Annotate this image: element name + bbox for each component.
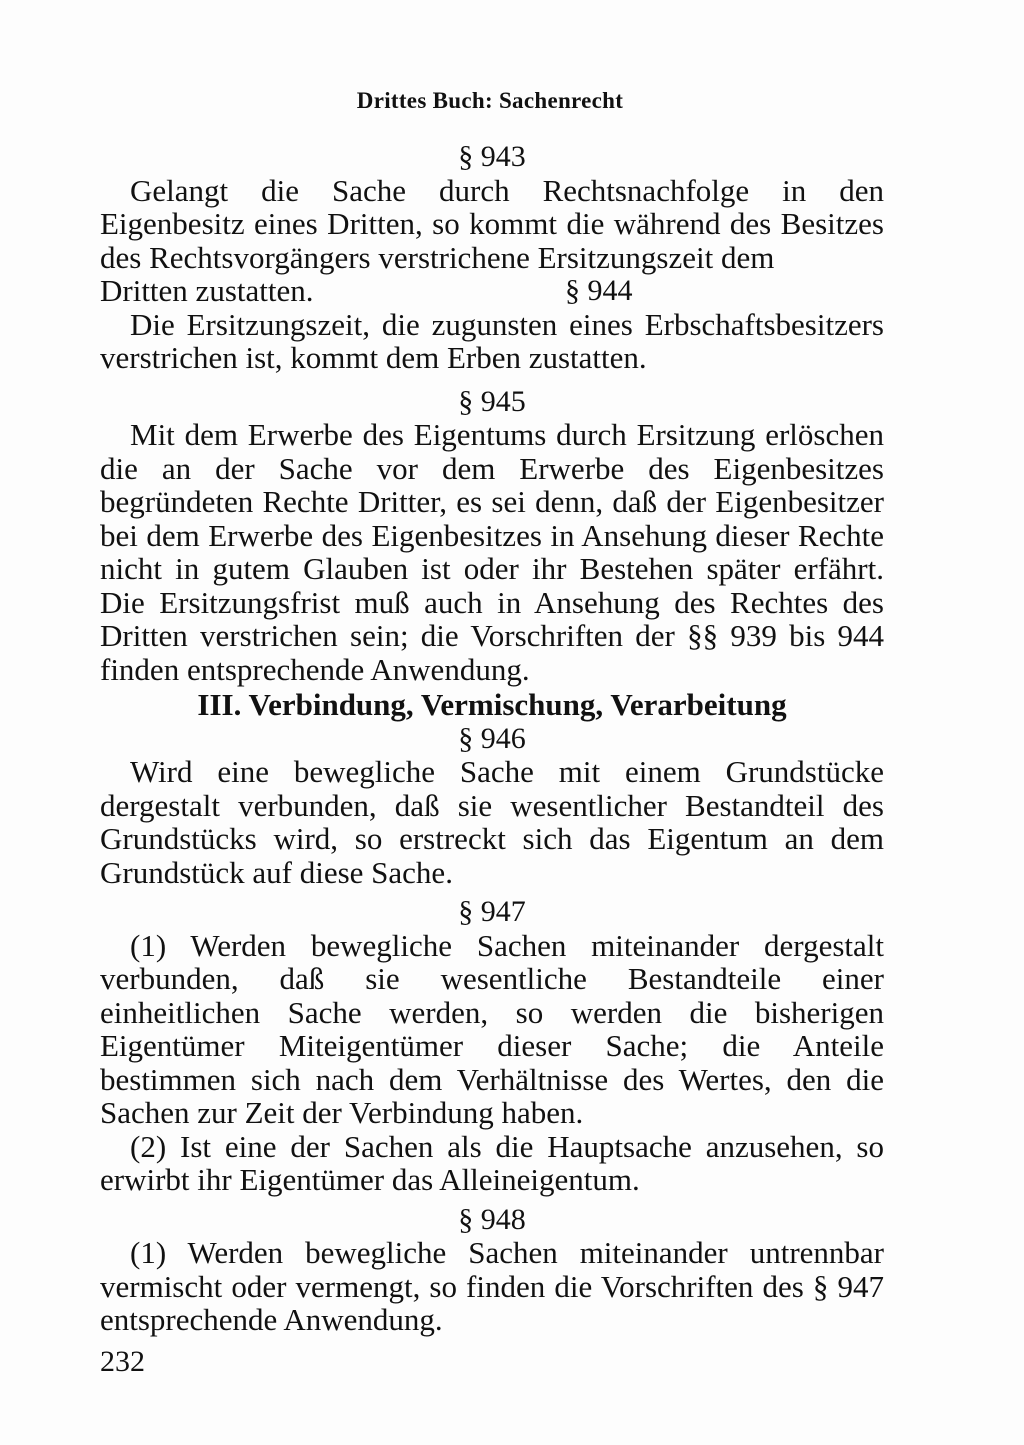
section-947-title: § 947: [458, 895, 526, 928]
section-947-paragraph-1: (1) Werden bewegliche Sachen miteinander dergestalt verbunden, daß sie wesentliche Bestandteile einer einheitlichen Sache werden, so werden die bisherigen Eigentümer Miteigentümer dieser Sache; die Anteile bestimmen sich nach dem Verhältnisse des Wertes, den die Sachen zur Zeit der Verbindung haben.: [100, 927, 884, 1130]
page-number: 232: [100, 1345, 145, 1378]
section-948-paragraph-1: (1) Werden bewegliche Sachen miteinander untrennbar vermischt oder vermengt, so finden die Vorschriften des § 947 entsprechende Anwendung.: [100, 1235, 884, 1337]
section-943-tail: Dritten zustatten.: [100, 273, 314, 308]
section-946-text: Wird eine bewegliche Sache mit einem Grundstücke dergestalt verbunden, daß sie wesentlicher Bestandteil des Grundstücks wird, so erstreckt sich das Eigentum an dem Grundstück auf diese Sache.: [100, 754, 884, 890]
section-946-title: § 946: [458, 721, 526, 755]
running-header: Drittes Buch: Sachenrecht: [356, 88, 624, 113]
section-943-tail-row: [100, 274, 884, 308]
chapter-heading: III. Verbindung, Vermischung, Verarbeitung: [197, 687, 787, 722]
section-944-text: Die Ersitzungszeit, die zugunsten eines Erbschaftsbesitzers verstrichen ist, kommt dem Erben zustatten.: [100, 306, 884, 375]
section-943-title: § 943: [458, 140, 526, 173]
section-943-text: Gelangt die Sache durch Rechtsnachfolge in den Eigenbesitz eines Dritten, so kommt die während des Besitzes des Rechtsvorgängers verstrichene Ersitzungszeit dem: [100, 172, 884, 275]
page-body: [100, 140, 884, 1337]
section-944-title: § 944: [565, 274, 633, 307]
section-945-title: § 945: [458, 384, 526, 418]
section-948-title: § 948: [458, 1202, 526, 1236]
section-947-paragraph-2: (2) Ist eine der Sachen als die Hauptsache anzusehen, so erwirbt ihr Eigentümer das Alleineigentum.: [100, 1128, 884, 1197]
section-945-text: Mit dem Erwerbe des Eigentums durch Ersitzung erlöschen die an der Sache vor dem Erwerbe des Eigenbesitzes begründeten Rechte Dritter, es sei denn, daß der Eigenbesitzer bei dem Erwerbe des Eigenbesitzes in Ansehung dieser Rechte nicht in gutem Glauben ist oder ihr Bestehen später erfährt. Die Ersitzungsfrist muß auch in Ansehung des Rechtes des Dritten verstrichen sein; die Vorschriften der §§ 939 bis 944 finden entsprechende Anwendung.: [100, 417, 884, 687]
